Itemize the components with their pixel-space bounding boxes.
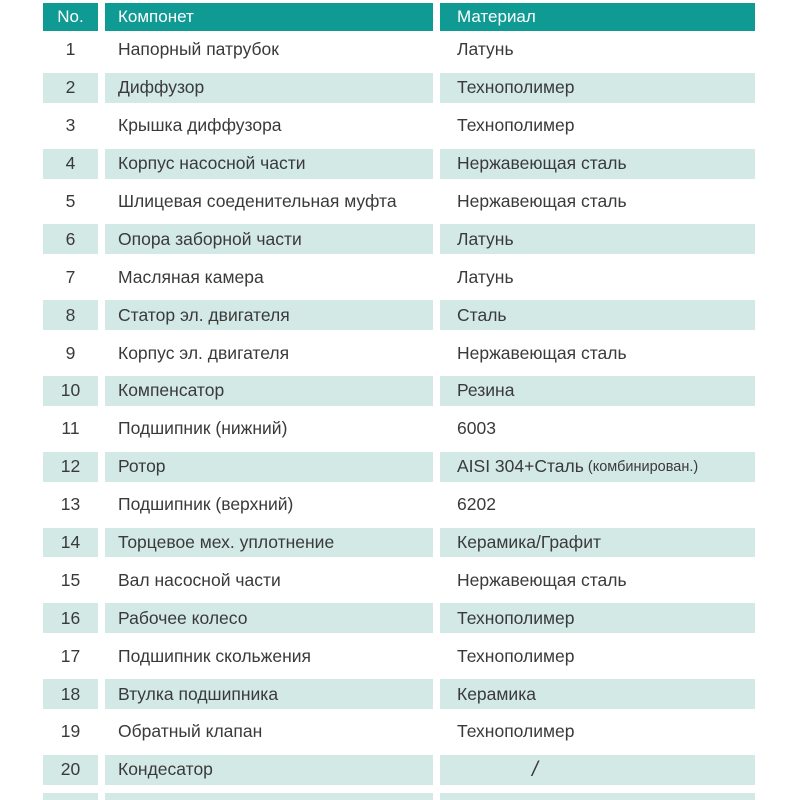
row-number-cell: 1 bbox=[43, 31, 98, 69]
component-cell: Компенсатор bbox=[105, 372, 433, 410]
component-cell: Напорный патрубок bbox=[105, 31, 433, 69]
table-row bbox=[43, 599, 755, 637]
component-cell: Рабочее колесо bbox=[105, 599, 433, 637]
row-number-cell bbox=[43, 789, 98, 800]
component-cell: Подшипник скольжения bbox=[105, 637, 433, 675]
material-cell: Керамика bbox=[440, 675, 755, 713]
table-row bbox=[43, 486, 755, 524]
row-number-cell: 17 bbox=[43, 637, 98, 675]
material-cell: Технополимер bbox=[440, 637, 755, 675]
row-number-cell: 2 bbox=[43, 69, 98, 107]
material-cell: 6202 bbox=[440, 486, 755, 524]
material-cell: Нержавеющая сталь bbox=[440, 334, 755, 372]
component-cell: Кондесатор bbox=[105, 751, 433, 789]
component-cell: Корпус насосной части bbox=[105, 145, 433, 183]
component-cell: Подшипник (верхний) bbox=[105, 486, 433, 524]
row-number-cell: 8 bbox=[43, 296, 98, 334]
column-header-component: Компонет bbox=[105, 3, 433, 31]
table-row bbox=[43, 524, 755, 562]
component-cell: Вал насосной части bbox=[105, 561, 433, 599]
material-cell: Латунь bbox=[440, 31, 755, 69]
components-materials-table bbox=[43, 3, 755, 800]
component-cell: Статор эл. двигателя bbox=[105, 296, 433, 334]
table-row bbox=[43, 334, 755, 372]
material-cell: Технополимер bbox=[440, 69, 755, 107]
material-cell: Нержавеющая сталь bbox=[440, 145, 755, 183]
material-cell bbox=[440, 789, 755, 800]
table-row bbox=[43, 107, 755, 145]
material-cell: Технополимер bbox=[440, 713, 755, 751]
component-cell: Корпус эл. двигателя bbox=[105, 334, 433, 372]
table-row bbox=[43, 675, 755, 713]
material-cell: Резина bbox=[440, 372, 755, 410]
table-row bbox=[43, 31, 755, 69]
row-number-cell: 14 bbox=[43, 524, 98, 562]
row-number-cell: 3 bbox=[43, 107, 98, 145]
table-row bbox=[43, 637, 755, 675]
component-cell bbox=[105, 789, 433, 800]
table-row bbox=[43, 372, 755, 410]
component-cell: Ротор bbox=[105, 448, 433, 486]
row-number-cell: 18 bbox=[43, 675, 98, 713]
row-number-cell: 15 bbox=[43, 561, 98, 599]
table-row bbox=[43, 145, 755, 183]
table-row-partial bbox=[43, 789, 755, 800]
table-body bbox=[43, 31, 755, 800]
material-cell: AISI 304+Сталь (комбинирован.) bbox=[440, 448, 755, 486]
table-row bbox=[43, 296, 755, 334]
component-cell: Опора заборной части bbox=[105, 220, 433, 258]
table-row bbox=[43, 713, 755, 751]
component-cell: Втулка подшипника bbox=[105, 675, 433, 713]
table-row bbox=[43, 561, 755, 599]
row-number-cell: 5 bbox=[43, 183, 98, 221]
component-cell: Обратный клапан bbox=[105, 713, 433, 751]
row-number-cell: 11 bbox=[43, 410, 98, 448]
material-cell: Керамика/Графит bbox=[440, 524, 755, 562]
row-number-cell: 9 bbox=[43, 334, 98, 372]
table-row bbox=[43, 220, 755, 258]
material-cell: Латунь bbox=[440, 258, 755, 296]
row-number-cell: 16 bbox=[43, 599, 98, 637]
component-cell: Масляная камера bbox=[105, 258, 433, 296]
material-cell: 6003 bbox=[440, 410, 755, 448]
component-cell: Торцевое мех. уплотнение bbox=[105, 524, 433, 562]
table-row bbox=[43, 751, 755, 789]
table-header-row bbox=[43, 3, 755, 31]
row-number-cell: 10 bbox=[43, 372, 98, 410]
component-cell: Подшипник (нижний) bbox=[105, 410, 433, 448]
table-row bbox=[43, 69, 755, 107]
table-row bbox=[43, 448, 755, 486]
material-cell: Нержавеющая сталь bbox=[440, 183, 755, 221]
table-row bbox=[43, 258, 755, 296]
row-number-cell: 6 bbox=[43, 220, 98, 258]
row-number-cell: 4 bbox=[43, 145, 98, 183]
row-number-cell: 7 bbox=[43, 258, 98, 296]
row-number-cell: 20 bbox=[43, 751, 98, 789]
row-number-cell: 12 bbox=[43, 448, 98, 486]
table-row bbox=[43, 183, 755, 221]
row-number-cell: 19 bbox=[43, 713, 98, 751]
material-cell: Технополимер bbox=[440, 599, 755, 637]
component-cell: Шлицевая соеденительная муфта bbox=[105, 183, 433, 221]
material-cell: / bbox=[440, 751, 755, 789]
component-cell: Крышка диффузора bbox=[105, 107, 433, 145]
material-cell: Нержавеющая сталь bbox=[440, 561, 755, 599]
row-number-cell: 13 bbox=[43, 486, 98, 524]
component-cell: Диффузор bbox=[105, 69, 433, 107]
material-cell: Технополимер bbox=[440, 107, 755, 145]
material-cell: Латунь bbox=[440, 220, 755, 258]
column-header-no: No. bbox=[43, 3, 98, 31]
column-header-material: Материал bbox=[440, 3, 755, 31]
material-cell: Сталь bbox=[440, 296, 755, 334]
table-row bbox=[43, 410, 755, 448]
